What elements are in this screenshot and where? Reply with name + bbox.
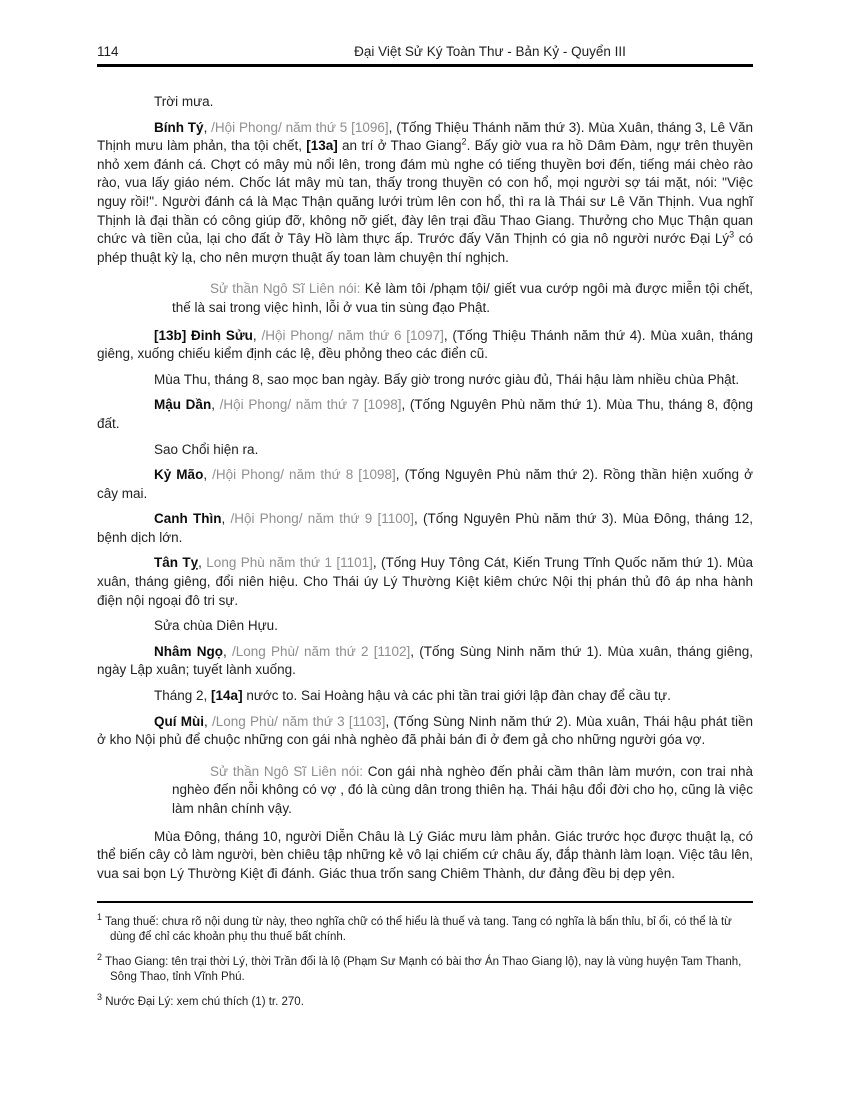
- era-name: Bính Tý: [154, 119, 204, 135]
- footnote-text: Nước Đại Lý: xem chú thích (1) tr. 270.: [102, 996, 304, 1009]
- era-label: Sử thần Ngô Sĩ Liên nói:: [210, 763, 368, 779]
- era-name: [13a]: [306, 138, 338, 154]
- document-body: [97, 93, 753, 883]
- era-label: /Hội Phong/ năm thứ 9 [1100]: [230, 511, 414, 527]
- text-segment: an trí ở Thao Giang: [337, 138, 462, 154]
- text-segment: Sửa chùa Diên Hựu.: [154, 618, 278, 634]
- text-segment: Mùa Thu, tháng 8, sao mọc ban ngày. Bấy giờ trong nước giàu đủ, Thái hậu làm nhiều chùa Phật.: [154, 371, 740, 387]
- footnote-reference: 3: [729, 229, 735, 240]
- footnote: [97, 952, 753, 985]
- text-segment: , (Tống Nguyên Phù năm thứ 3). Mùa Đông, tháng 12, bệnh dịch lớn.: [97, 511, 753, 545]
- text-segment: , (Tống Sùng Ninh năm thứ 2). Mùa xuân, Thái hậu phát tiền ở kho Nội phủ để chuộc những con gái nhà nghèo đã phải bán đi ở đem gả cho những người góa vợ.: [97, 713, 753, 748]
- historian-comment-block: [172, 763, 753, 819]
- footnote-marker: 2: [97, 952, 103, 963]
- text-segment: Trời mưa.: [154, 94, 214, 109]
- paragraph: [97, 510, 753, 547]
- footnote-text: Tang thuế: chưa rõ nội dung từ này, theo nghĩa chữ có thể hiểu là thuế và tang. Tang có nghĩa là bẩn thỉu, bỉ ổi, có thể là từ dùng để chỉ các khoản phụ thu thuế bất chính.: [102, 916, 732, 944]
- paragraph: [97, 466, 753, 503]
- footnotes: [97, 912, 753, 1010]
- text-segment: ,: [222, 643, 232, 659]
- text-segment: Tháng 2,: [154, 688, 212, 704]
- text-segment: Kẻ làm tôi /phạm tội/ giết vua cướp ngôi mà được miễn tội chết, thế là sai trong việc hình, lỗi ở vua tin sùng đạo Phật.: [172, 281, 753, 315]
- text-segment: , (Tống Huy Tông Cát, Kiến Trung Tĩnh Quốc năm thứ 1). Mùa xuân, tháng giêng, đổi niên hiệu. Cho Thái úy Lý Thường Kiệt kiêm chức Nội thị phán thủ đô áp nha hành điện nội ngoại đô tri sự.: [97, 555, 753, 608]
- era-label: /Long Phù/ năm thứ 2 [1102]: [231, 643, 411, 659]
- text-segment: ,: [221, 511, 231, 527]
- text-segment: Mùa Đông, tháng 10, người Diễn Châu là Lý Giác mưu làm phản. Giác trước học được thuật lạ, có thể biến cây cỏ làm người, bèn chiêu tập những kẻ vô lại chiếm cứ châu ấy, đắp thành làm loạn. Việc tâu lên, vua sai bọn Lý Thường Kiệt đi đánh. Giác thua trốn sang Chiêm Thành, dư đảng đều bị dẹp yên.: [97, 828, 753, 881]
- paragraph: [97, 396, 753, 433]
- era-name: Canh Thìn: [154, 511, 222, 527]
- paragraph: [97, 93, 753, 112]
- text-segment: , (Tống Thiệu Thánh năm thứ 3). Mùa Xuân, tháng 3, Lê Văn Thịnh mưu làm phản, tha tội chết,: [97, 119, 753, 154]
- era-label: Sử thần Ngô Sĩ Liên nói:: [210, 281, 365, 297]
- paragraph: [97, 327, 753, 364]
- text-segment: có phép thuật kỳ lạ, cho nên mượn thuật ấy toan làm chuyện thí nghịch.: [97, 231, 754, 265]
- text-segment: , (Tống Sùng Ninh năm thứ 1). Mùa xuân, tháng giêng, ngày Lập xuân; tuyết lành xuống.: [97, 643, 754, 678]
- text-segment: ,: [204, 713, 213, 729]
- era-label: Long Phù năm thứ 1 [1101]: [206, 555, 373, 571]
- document-title: Đại Việt Sử Ký Toàn Thư - Bản Kỷ - Quyển III: [354, 44, 626, 59]
- historian-comment-block: [172, 280, 753, 317]
- paragraph: [97, 643, 753, 680]
- header-rule: [97, 64, 753, 67]
- text-segment: Sao Chổi hiện ra.: [154, 441, 259, 457]
- footnote: [97, 992, 753, 1010]
- text-segment: ,: [203, 467, 213, 483]
- footnote-marker: 1: [97, 912, 103, 923]
- footnote-separator: [97, 901, 753, 903]
- text-segment: Con gái nhà nghèo đến phải cầm thân làm mướn, con trai nhà nghèo đến nỗi không có vợ , đó là cùng dân trong thiên hạ. Thái hậu đổi đời cho họ, cũng là việc làm nhân chính vậy.: [172, 763, 753, 816]
- era-label: /Hội Phong/ năm thứ 8 [1098]: [212, 467, 396, 483]
- text-segment: ,: [203, 119, 212, 135]
- text-segment: ,: [198, 555, 207, 571]
- text-segment: nước to. Sai Hoàng hậu và các phi tần trai giới lập đàn chay để cầu tự.: [242, 688, 671, 704]
- page-number: 114: [97, 44, 119, 59]
- paragraph: [97, 617, 753, 636]
- page-content: [97, 44, 753, 1020]
- paragraph: [97, 828, 753, 884]
- era-name: Quí Mùi: [154, 713, 204, 729]
- era-name: Mậu Dần: [154, 397, 212, 413]
- paragraph: [97, 687, 753, 706]
- footnote-text: Thao Giang: tên trại thời Lý, thời Trần đổi là lộ (Phạm Sư Mạnh có bài thơ Án Thao Giang lộ), nay là vùng huyện Tam Thanh, Sông Thao, tỉnh Vĩnh Phú.: [102, 956, 742, 984]
- paragraph: [97, 713, 753, 750]
- era-label: /Hội Phong/ năm thứ 6 [1097]: [261, 327, 444, 343]
- era-name: [13b] Đinh Sửu: [154, 327, 253, 343]
- text-segment: ,: [211, 397, 220, 413]
- era-name: Kỷ Mão: [154, 467, 204, 483]
- page-header: [97, 44, 753, 59]
- era-label: /Hội Phong/ năm thứ 7 [1098]: [219, 397, 402, 413]
- era-name: [14a]: [211, 688, 243, 704]
- footnote-reference: 2: [461, 136, 467, 147]
- footnote-marker: 3: [97, 992, 103, 1003]
- paragraph: [97, 371, 753, 390]
- text-segment: ,: [252, 327, 262, 343]
- footnote: [97, 912, 753, 945]
- era-label: /Hội Phong/ năm thứ 5 [1096]: [211, 119, 389, 135]
- text-segment: , (Tống Nguyên Phù năm thứ 1). Mùa Thu, tháng 8, động đất.: [97, 397, 753, 431]
- paragraph: [97, 554, 753, 610]
- era-name: Tân Tỵ: [154, 555, 199, 571]
- text-segment: . Bấy giờ vua ra hồ Dâm Đàm, ngự trên thuyền nhỏ xem đánh cá. Chợt có mây mù nổi lên, trong đám mù nghe có tiếng thuyền bơi đến, tiếng mái chèo rào rào, vua lấy giáo ném. Chốc lát mây mù tan, thấy trong thuyền có con hổ, mọi người sợ tái mặt, nói: "Việc nguy rồi!". Người đánh cá là Mạc Thận quăng lưới trùm lên con hổ, thì ra là Thái sư Lê Văn Thịnh. Vua nghĩ Thịnh là đại thần có công giúp đỡ, không nỡ giết, đày lên trại đầu Thao Giang. Thưởng cho Mục Thận quan chức và tiền của, lại cho đất ở Tây Hồ làm thực ấp. Trước đấy Văn Thịnh có gia nô người nước Đại Lý: [97, 138, 753, 247]
- era-name: Nhâm Ngọ: [154, 643, 223, 659]
- paragraph: [97, 119, 753, 268]
- paragraph: [97, 441, 753, 460]
- text-segment: , (Tống Thiệu Thánh năm thứ 4). Mùa xuân, tháng giêng, xuống chiếu kiểm định các lệ, đều phỏng theo các điển cũ.: [97, 327, 753, 362]
- era-label: /Long Phù/ năm thứ 3 [1103]: [212, 713, 386, 729]
- text-segment: , (Tống Nguyên Phù năm thứ 2). Rồng thần hiện xuống ở cây mai.: [97, 467, 753, 501]
